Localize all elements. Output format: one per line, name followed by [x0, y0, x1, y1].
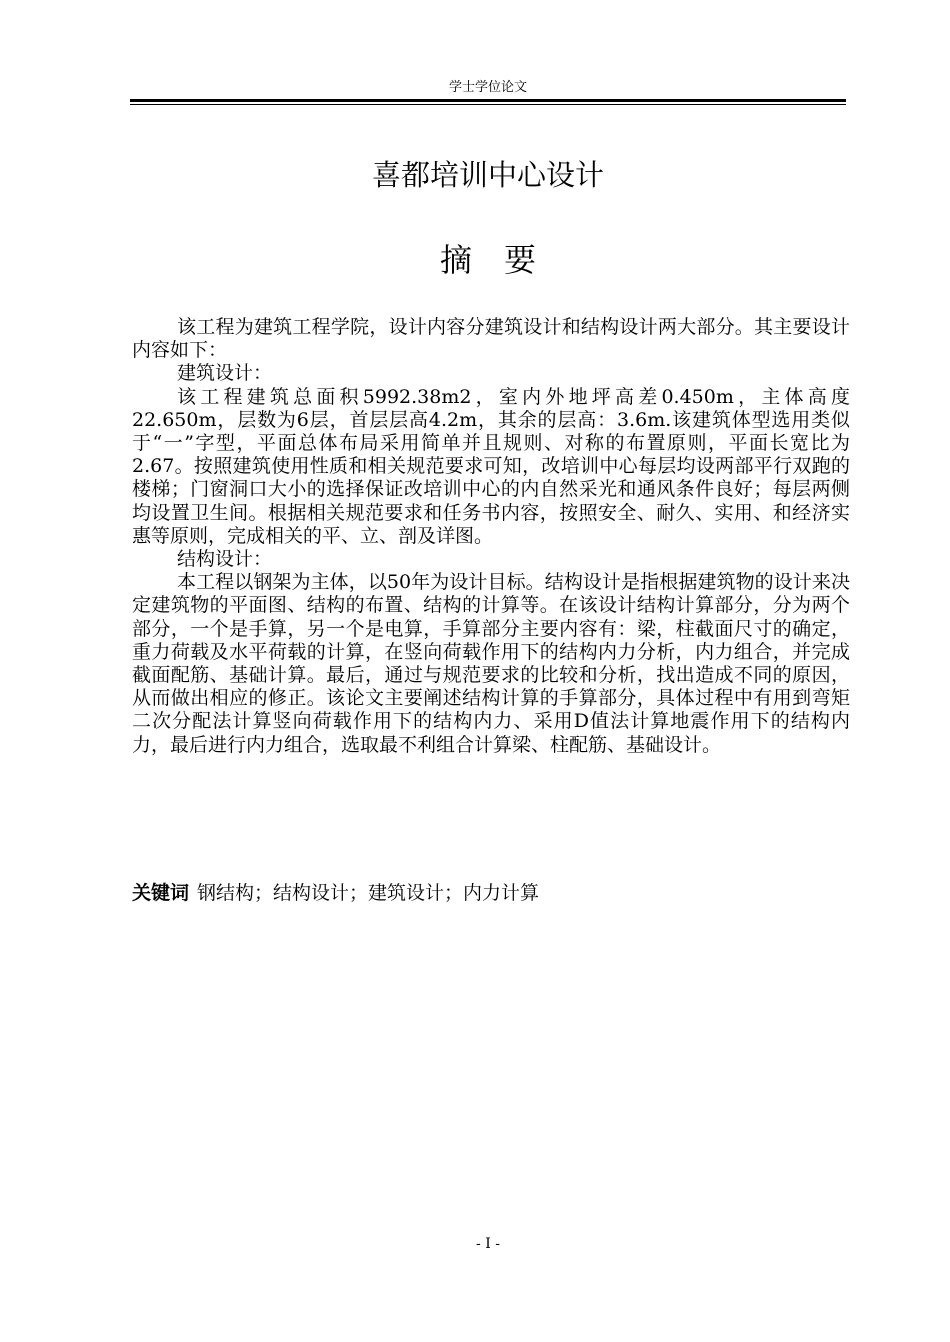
abstract-paragraph-structure: 本工程以钢架为主体，以50年为设计目标。结构设计是指根据建筑物的设计来决定建筑物的平面图、结构的布置、结构的计算等。在该设计结构计算部分，分为两个部分，一个是手算，另一个是电算，手算部分主要内容有：梁，柱截面尺寸的确定，重力荷载及水平荷载的计算，在竖向荷载作用下的结构内力分析，内力组合，并完成截面配筋、基础计算。最后，通过与规范要求的比较和分析，找出造成不同的原因，从而做出相应的修正。该论文主要阐述结构计算的手算部分，具体过程中有用到弯矩二次分配法计算竖向荷载作用下的结构内力、采用D值法计算地震作用下的结构内力，最后进行内力组合，选取最不利组合计算梁、柱配筋、基础设计。: [132, 571, 850, 756]
page-number: - I -: [476, 1236, 500, 1252]
document-title: 喜都培训中心设计: [371, 158, 604, 192]
keywords-text: 钢结构；结构设计；建筑设计；内力计算: [197, 882, 540, 904]
keywords-line: [132, 882, 850, 905]
header-rule-thick: [130, 99, 846, 102]
abstract-paragraph-intro: 该工程为建筑工程学院，设计内容分建筑设计和结构设计两大部分。其主要设计内容如下：: [132, 316, 850, 362]
keywords-label: 关键词: [132, 882, 190, 904]
section-label-architecture: 建筑设计：: [177, 362, 273, 385]
abstract-body: [132, 316, 850, 757]
abstract-heading: 摘要: [439, 241, 568, 279]
running-header: 学士学位论文: [448, 80, 527, 95]
header-rule-thin: [130, 104, 846, 105]
section-label-structure: 结构设计：: [177, 548, 273, 571]
abstract-paragraph-architecture: 该工程建筑总面积5992.38m2，室内外地坪高差0.450m，主体高度22.650m，层数为6层，首层层高4.2m，其余的层高：3.6m.该建筑体型选用类似于“一”字型，平面总体布局采用简单并且规则、对称的布置原则，平面长宽比为2.67。按照建筑使用性质和相关规范要求可知，改培训中心每层均设两部平行双跑的楼梯；门窗洞口大小的选择保证改培训中心的内自然采光和通风条件良好；每层两侧均设置卫生间。根据相关规范要求和任务书内容，按照安全、耐久、实用、和经济实惠等原则，完成相关的平、立、剖及详图。: [132, 385, 850, 547]
